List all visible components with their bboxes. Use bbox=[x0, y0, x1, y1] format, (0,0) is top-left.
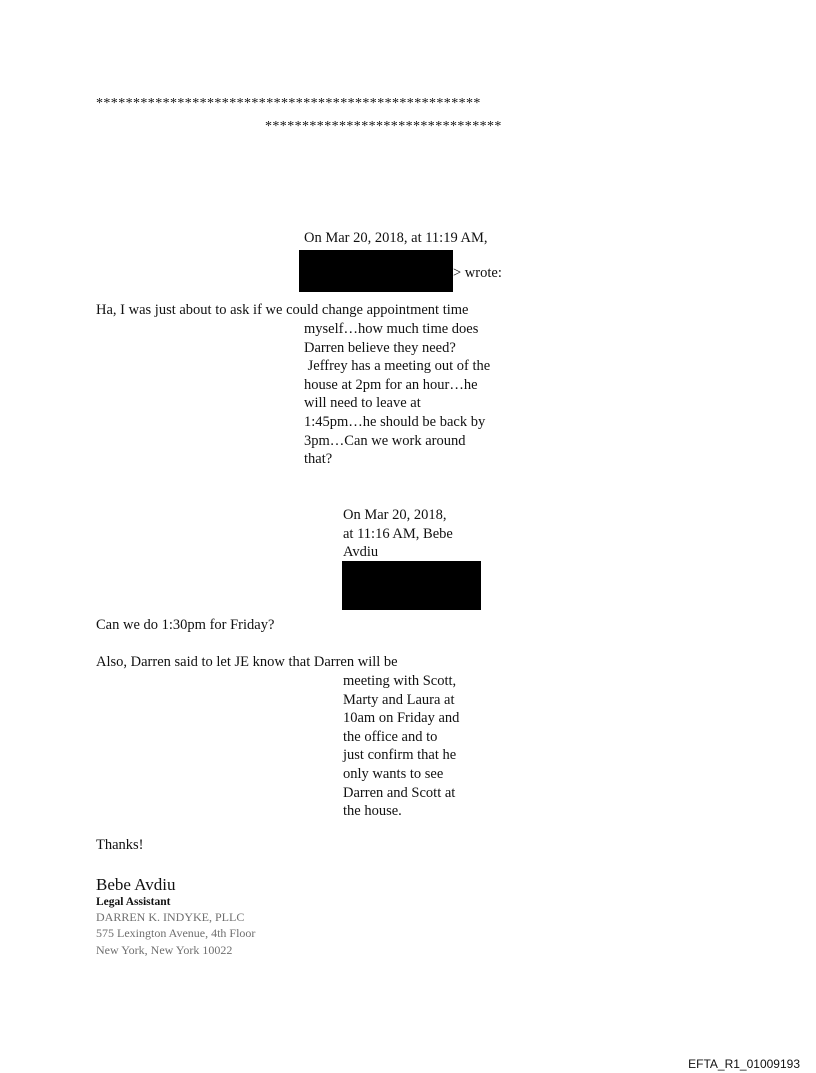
signature-address-line-2: New York, New York 10022 bbox=[96, 942, 233, 957]
reply-header-date: On Mar 20, 2018, at 11:19 AM, bbox=[304, 230, 488, 246]
quoted-also-line: 10am on Friday and bbox=[343, 710, 460, 727]
quoted-also-line: meeting with Scott, bbox=[343, 673, 457, 689]
quoted-also-line: Marty and Laura at bbox=[343, 691, 455, 708]
quoted-question: Can we do 1:30pm for Friday? bbox=[96, 617, 275, 633]
quoted-also-line: Darren and Scott at bbox=[343, 784, 456, 801]
reply-body-line: house at 2pm for an hour…he bbox=[304, 376, 478, 393]
quoted-also-paragraph bbox=[343, 672, 459, 821]
reply-body-paragraph bbox=[304, 320, 490, 469]
reply-body-line: that? bbox=[304, 451, 333, 468]
reply-body-line: 3pm…Can we work around bbox=[304, 432, 466, 449]
redaction-block-sender bbox=[299, 250, 453, 292]
quoted-header-line: at 11:16 AM, Bebe bbox=[343, 525, 453, 542]
reply-body-line: myself…how much time does bbox=[304, 321, 479, 337]
quoted-header-line: On Mar 20, 2018, bbox=[343, 507, 447, 523]
signature-name: Bebe Avdiu bbox=[96, 875, 176, 894]
quoted-header-line: Avdiu bbox=[343, 544, 379, 561]
signature-address-line-1: 575 Lexington Avenue, 4th Floor bbox=[96, 926, 256, 941]
reply-body-line: 1:45pm…he should be back by bbox=[304, 413, 486, 430]
separator-line-2: ******************************** bbox=[265, 119, 502, 134]
quoted-also-line: the house. bbox=[343, 803, 402, 820]
quoted-also-first-line: Also, Darren said to let JE know that Darren will be bbox=[96, 654, 398, 670]
quoted-also-line: just confirm that he bbox=[343, 747, 457, 764]
reply-body-first-line: Ha, I was just about to ask if we could change appointment time bbox=[96, 302, 469, 318]
thanks-text: Thanks! bbox=[96, 837, 144, 853]
redaction-block-email bbox=[342, 561, 481, 610]
reply-header-wrote: > wrote: bbox=[453, 265, 502, 281]
signature-block bbox=[96, 875, 255, 958]
quoted-also-line: the office and to bbox=[343, 728, 438, 745]
reply-body-line: will need to leave at bbox=[304, 395, 421, 412]
signature-title: Legal Assistant bbox=[96, 896, 171, 908]
reply-body-line: Jeffrey has a meeting out of the bbox=[304, 358, 491, 375]
signature-firm: DARREN K. INDYKE, PLLC bbox=[96, 910, 245, 924]
reply-body-line: Darren believe they need? bbox=[304, 339, 456, 356]
quoted-also-line: only wants to see bbox=[343, 765, 444, 782]
separator-line-1: **************************************************** bbox=[96, 96, 481, 111]
quoted-header bbox=[343, 506, 453, 562]
document-id: EFTA_R1_01009193 bbox=[688, 1057, 800, 1071]
